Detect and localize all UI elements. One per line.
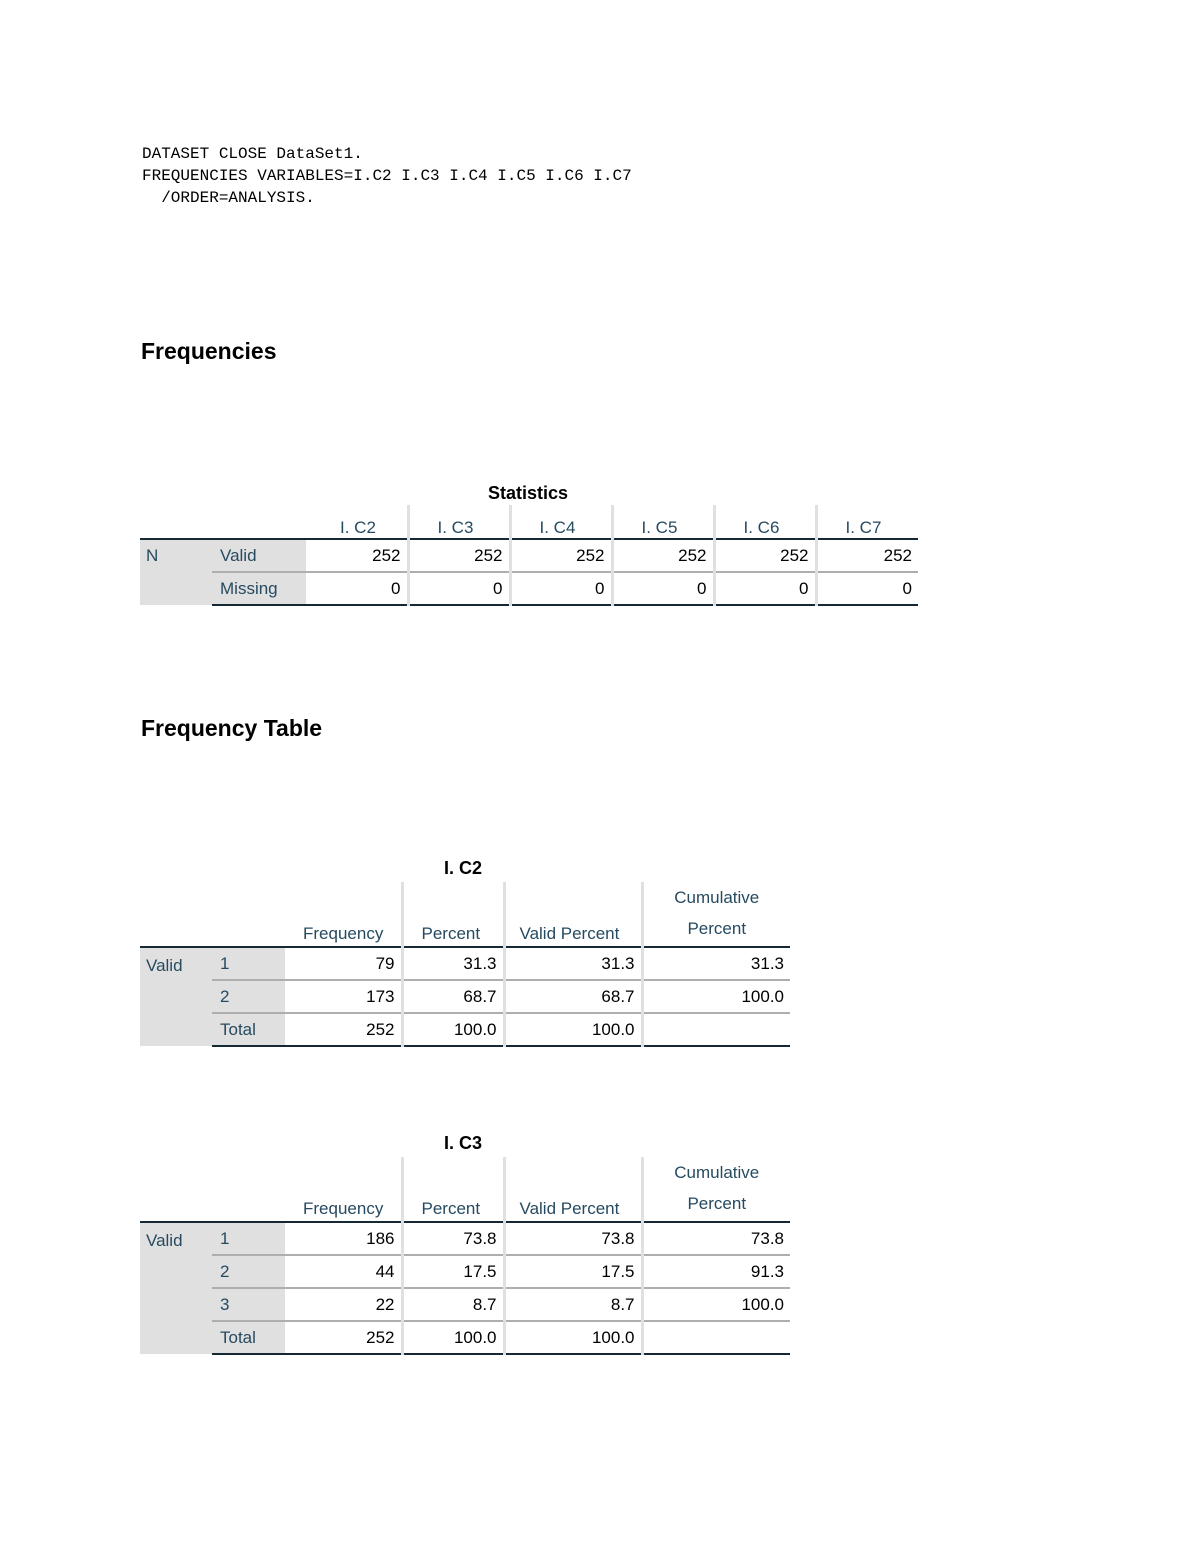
value-cell: 252 xyxy=(816,539,918,572)
percent-cell: 17.5 xyxy=(402,1255,504,1288)
cumulative-percent-cell: 100.0 xyxy=(642,1288,790,1321)
column-header: I. C4 xyxy=(510,505,612,539)
syntax-block xyxy=(142,143,632,209)
value-cell: 0 xyxy=(510,572,612,605)
percent-cell: 73.8 xyxy=(402,1222,504,1255)
valid-percent-cell: 17.5 xyxy=(504,1255,642,1288)
row-label: Total xyxy=(212,1013,285,1046)
table-row xyxy=(140,572,918,605)
value-cell: 0 xyxy=(408,572,510,605)
frequencies-heading: Frequencies xyxy=(141,338,277,364)
valid-percent-cell: 100.0 xyxy=(504,1013,642,1046)
column-header-valid-percent: Valid Percent xyxy=(504,882,642,947)
percent-cell: 100.0 xyxy=(402,1013,504,1046)
value-cell: 252 xyxy=(306,539,408,572)
table-row xyxy=(140,980,790,1013)
column-header: I. C2 xyxy=(340,518,376,537)
valid-percent-cell: 8.7 xyxy=(504,1288,642,1321)
valid-percent-cell: 31.3 xyxy=(504,947,642,980)
column-header-cumulative-percent xyxy=(642,1157,790,1222)
value-cell: 252 xyxy=(510,539,612,572)
column-header: I. C5 xyxy=(612,505,714,539)
row-label: 2 xyxy=(212,980,285,1013)
frequency-cell: 186 xyxy=(285,1222,402,1255)
header-line: Percent xyxy=(687,919,747,938)
corner-cell xyxy=(140,1157,212,1222)
frequency-cell: 252 xyxy=(285,1321,402,1354)
value-cell: 0 xyxy=(612,572,714,605)
value-cell: 0 xyxy=(714,572,816,605)
row-label: 3 xyxy=(212,1288,285,1321)
row-label: 1 xyxy=(212,947,285,980)
frequency-cell: 173 xyxy=(285,980,402,1013)
value-cell: 252 xyxy=(408,539,510,572)
corner-cell xyxy=(212,505,306,539)
column-header: I. C6 xyxy=(714,505,816,539)
group-label: N xyxy=(140,539,212,605)
column-header: I. C7 xyxy=(816,505,918,539)
cumulative-percent-cell xyxy=(642,1321,790,1354)
cumulative-percent-cell: 31.3 xyxy=(642,947,790,980)
valid-percent-cell: 68.7 xyxy=(504,980,642,1013)
table-row xyxy=(140,1255,790,1288)
group-label: Valid xyxy=(140,947,212,1046)
table-row xyxy=(140,539,918,572)
corner-cell xyxy=(212,1157,285,1222)
group-label: Valid xyxy=(140,1222,212,1354)
table-row xyxy=(140,1288,790,1321)
column-header-percent: Percent xyxy=(402,882,504,947)
value-cell: 252 xyxy=(714,539,816,572)
row-label: Total xyxy=(212,1321,285,1354)
frequency-cell: 252 xyxy=(285,1013,402,1046)
column-header-frequency: Frequency xyxy=(303,1199,384,1218)
cumulative-percent-cell xyxy=(642,1013,790,1046)
syntax-line: FREQUENCIES VARIABLES=I.C2 I.C3 I.C4 I.C5 I.C6 I.C7 xyxy=(142,167,632,185)
cumulative-percent-cell: 100.0 xyxy=(642,980,790,1013)
statistics-table xyxy=(140,505,918,606)
column-header-frequency: Frequency xyxy=(303,924,384,943)
table-row xyxy=(140,1222,790,1255)
frequency-cell: 79 xyxy=(285,947,402,980)
valid-percent-cell: 73.8 xyxy=(504,1222,642,1255)
header-line: Percent xyxy=(687,1194,747,1213)
column-header: I. C3 xyxy=(408,505,510,539)
column-header-valid-percent: Valid Percent xyxy=(504,1157,642,1222)
percent-cell: 31.3 xyxy=(402,947,504,980)
table-row xyxy=(140,947,790,980)
column-header-cumulative-percent xyxy=(642,882,790,947)
percent-cell: 100.0 xyxy=(402,1321,504,1354)
value-cell: 252 xyxy=(612,539,714,572)
table-title: I. C2 xyxy=(443,858,482,878)
frequency-table-c3 xyxy=(140,1157,790,1355)
statistics-title: Statistics xyxy=(487,483,569,503)
header-line: Cumulative xyxy=(674,888,760,907)
value-cell: 0 xyxy=(306,572,408,605)
row-label: Missing xyxy=(212,572,306,605)
percent-cell: 68.7 xyxy=(402,980,504,1013)
syntax-line: DATASET CLOSE DataSet1. xyxy=(142,145,363,163)
frequency-table-heading: Frequency Table xyxy=(141,715,323,741)
cumulative-percent-cell: 91.3 xyxy=(642,1255,790,1288)
corner-cell xyxy=(140,505,212,539)
corner-cell xyxy=(140,882,212,947)
row-label: 1 xyxy=(212,1222,285,1255)
frequency-table-c2 xyxy=(140,882,790,1047)
value-cell: 0 xyxy=(816,572,918,605)
syntax-line: /ORDER=ANALYSIS. xyxy=(142,189,315,207)
row-label: Valid xyxy=(212,539,306,572)
cumulative-percent-cell: 73.8 xyxy=(642,1222,790,1255)
column-header-percent: Percent xyxy=(402,1157,504,1222)
table-row xyxy=(140,1321,790,1354)
table-row xyxy=(140,1013,790,1046)
corner-cell xyxy=(212,882,285,947)
valid-percent-cell: 100.0 xyxy=(504,1321,642,1354)
row-label: 2 xyxy=(212,1255,285,1288)
table-title: I. C3 xyxy=(443,1133,482,1153)
header-line: Cumulative xyxy=(674,1163,760,1182)
frequency-cell: 44 xyxy=(285,1255,402,1288)
percent-cell: 8.7 xyxy=(402,1288,504,1321)
frequency-cell: 22 xyxy=(285,1288,402,1321)
